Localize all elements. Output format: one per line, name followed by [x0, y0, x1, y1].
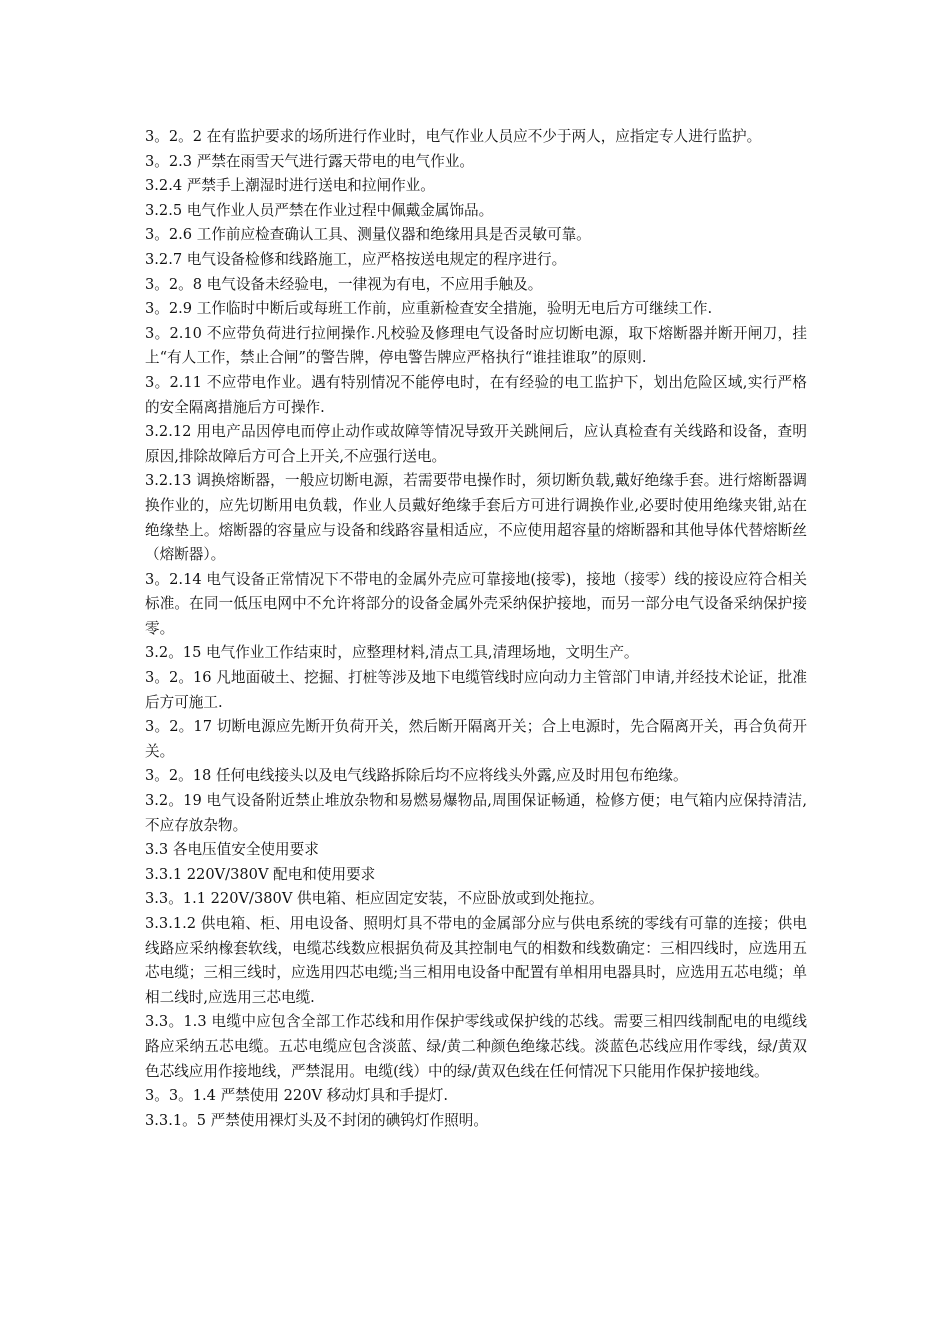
paragraph: 3。2.10 不应带负荷进行拉闸操作.凡校验及修理电气设备时应切断电源，取下熔断器并断开闸刀，挂上“有人工作，禁止合闸”的警告牌，停电警告牌应严格执行“谁挂谁取”的原则.: [145, 324, 807, 367]
document-body: [145, 125, 807, 1133]
paragraph: 3.2.5 电气作业人员严禁在作业过程中佩戴金属饰品。: [145, 201, 494, 219]
paragraph: 3。2.3 严禁在雨雪天气进行露天带电的电气作业。: [145, 152, 475, 170]
paragraph: 3.3.1.2 供电箱、柜、用电设备、照明灯具不带电的金属部分应与供电系统的零线有可靠的连接；供电线路应采纳橡套软线，电缆芯线数应根据负荷及其控制电气的相数和线数确定：三相四线时，应选用五芯电缆；三相三线时，应选用四芯电缆;当三相用电设备中配置有单相用电器具时，应选用五芯电缆；单相二线时,应选用三芯电缆.: [145, 915, 807, 1006]
paragraph: 3。2。2 在有监护要求的场所进行作业时，电气作业人员应不少于两人，应指定专人进行监护。: [145, 128, 762, 145]
paragraph: 3.2.12 用电产品因停电而停止动作或故障等情况导致开关跳闸后，应认真检查有关线路和设备，查明原因,排除故障后方可合上开关,不应强行送电。: [145, 423, 807, 465]
paragraph: 3。2.9 工作临时中断后或每班工作前，应重新检查安全措施，验明无电后方可继续工作.: [145, 300, 713, 318]
paragraph: 3.2.4 严禁手上潮湿时进行送电和拉闸作业。: [145, 177, 435, 195]
paragraph: 3。2。18 任何电线接头以及电气线路拆除后均不应将线头外露,应及时用包布绝缘。: [145, 767, 688, 785]
paragraph: 3。2.6 工作前应检查确认工具、测量仪器和绝缘用具是否灵敏可靠。: [145, 226, 591, 244]
paragraph: 3。2.14 电气设备正常情况下不带电的金属外壳应可靠接地(接零)，接地（接零）线的接设应符合相关标准。在同一低压电网中不允许将部分的设备金属外壳采纳保护接地，而另一部分电气设备采纳保护接零。: [145, 570, 807, 637]
paragraph: 3。3。1.4 严禁使用 220V 移动灯具和手提灯.: [145, 1087, 449, 1105]
paragraph: 3.3。1.3 电缆中应包含全部工作芯线和用作保护零线或保护线的芯线。需要三相四线制配电的电缆线路应采纳五芯电缆。五芯电缆应包含淡蓝、绿/黄二种颜色绝缘芯线。淡蓝色芯线应用作零线，绿/黄双色芯线应用作接地线，严禁混用。电缆(线）中的绿/黄双色线在任何情况下只能用作保护接地线。: [145, 1013, 807, 1080]
paragraph: 3.3.1。5 严禁使用裸灯头及不封闭的碘钨灯作照明。: [145, 1111, 488, 1129]
paragraph: 3.2.13 调换熔断器，一般应切断电源，若需要带电操作时，须切断负载,戴好绝缘手套。进行熔断器调换作业的，应先切断用电负载，作业人员戴好绝缘手套后方可进行调换作业,必要时使用绝缘夹钳,站在绝缘垫上。熔断器的容量应与设备和线路容量相适应，不应使用超容量的熔断器和其他导体代替熔断丝（熔断器）。: [145, 472, 807, 564]
paragraph: 3.2。19 电气设备附近禁止堆放杂物和易燃易爆物品,周围保证畅通，检修方便；电气箱内应保持清洁,不应存放杂物。: [145, 792, 807, 834]
paragraph: 3.3.1 220V/380V 配电和使用要求: [145, 865, 376, 883]
paragraph: 3.2.7 电气设备检修和线路施工，应严格按送电规定的程序进行。: [145, 250, 567, 268]
paragraph: 3。2。17 切断电源应先断开负荷开关，然后断开隔离开关；合上电源时，先合隔离开关，再合负荷开关。: [145, 718, 807, 760]
paragraph: 3。2。16 凡地面破土、挖掘、打桩等涉及地下电缆管线时应向动力主管部门申请,并经技术论证，批准后方可施工.: [145, 669, 807, 711]
paragraph: 3.3 各电压值安全使用要求: [145, 841, 319, 859]
paragraph: 3。2.11 不应带电作业。遇有特别情况不能停电时，在有经验的电工监护下，划出危险区域,实行严格的安全隔离措施后方可操作.: [145, 373, 807, 416]
paragraph: 3.3。1.1 220V/380V 供电箱、柜应固定安装，不应卧放或到处拖拉。: [145, 890, 604, 908]
paragraph: 3.2。15 电气作业工作结束时，应整理材料,清点工具,清理场地，文明生产。: [145, 644, 639, 662]
paragraph: 3。2。8 电气设备未经验电，一律视为有电，不应用手触及。: [145, 275, 543, 293]
